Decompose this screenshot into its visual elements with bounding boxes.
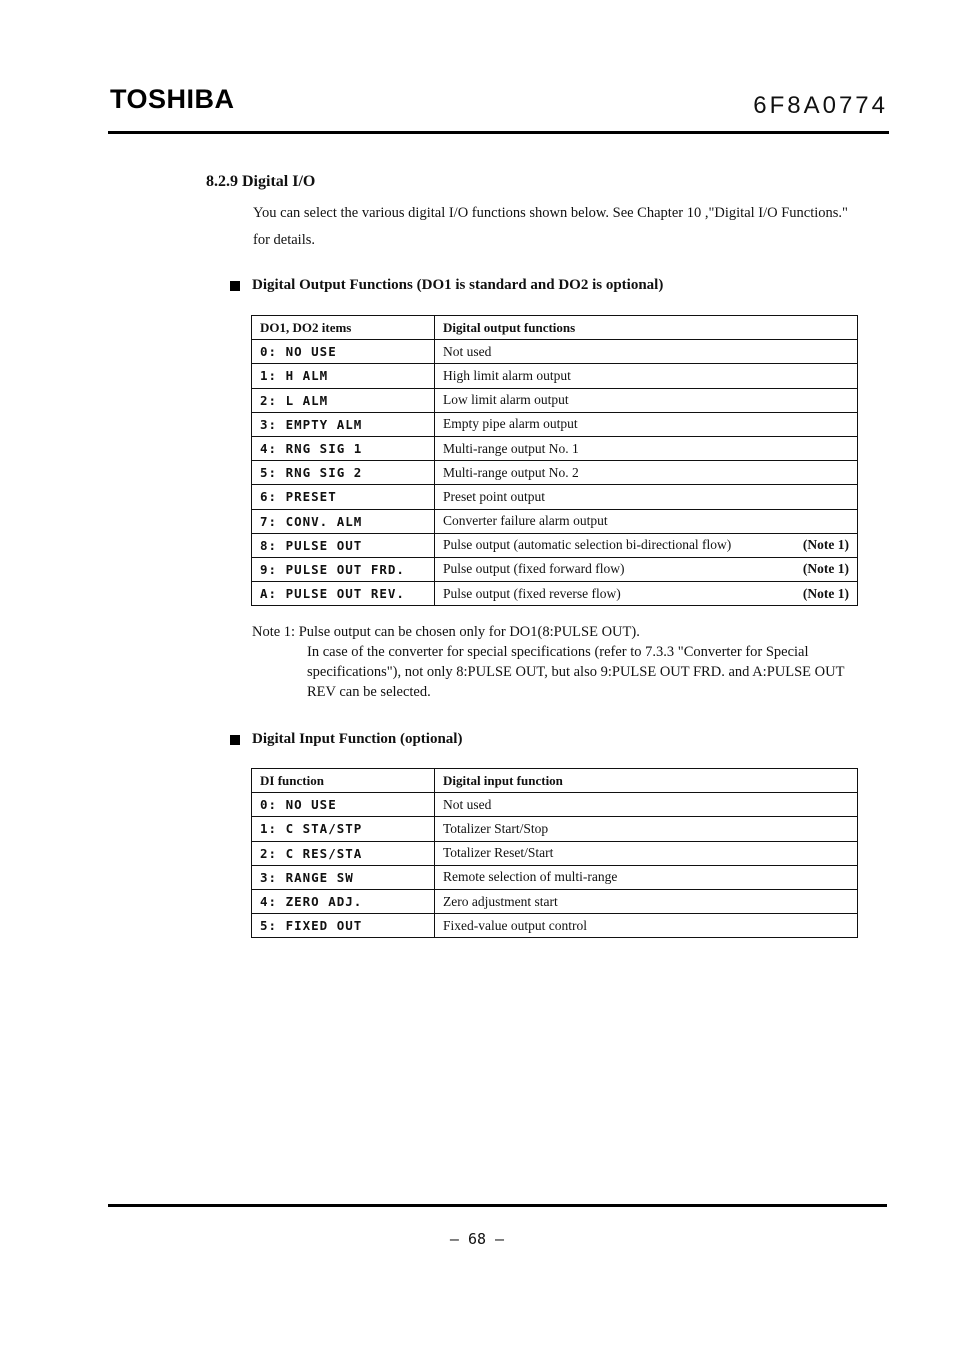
document-code: 6F8A0774: [753, 92, 888, 119]
do-heading-text: Digital Output Functions (DO1 is standard and DO2 is optional): [252, 277, 664, 293]
table-row: [252, 412, 858, 436]
item-function: Fixed-value output control: [443, 917, 587, 933]
table-header-row: [252, 769, 858, 793]
company-logo: TOSHIBA: [110, 84, 235, 114]
item-code: 1: H ALM: [252, 364, 435, 388]
table-row: [252, 461, 858, 485]
item-code: 8: PULSE OUT: [252, 533, 435, 557]
item-code: 1: C STA/STP: [252, 817, 435, 841]
table-row: [252, 436, 858, 460]
digital-input-table: [251, 768, 858, 938]
item-function: Empty pipe alarm output: [443, 416, 578, 432]
item-code: 2: L ALM: [252, 388, 435, 412]
item-function-cell: [435, 793, 858, 817]
item-function: Pulse output (fixed forward flow): [443, 561, 625, 577]
note-line: Note 1: Pulse output can be chosen only for DO1(8:PULSE OUT).: [252, 624, 640, 640]
item-function: Remote selection of multi-range: [443, 869, 618, 885]
note-detail: In case of the converter for special specifications (refer to 7.3.3 "Converter for Special specifications"), not only 8:PULSE OUT, but also 9:PULSE OUT FRD. and A:PULSE OUT REV can be selected.: [307, 644, 845, 700]
do-heading: [230, 277, 663, 294]
bullet-square-icon: [230, 735, 240, 745]
table-row: [252, 841, 858, 865]
note-reference: (Note 1): [802, 537, 849, 553]
item-function-cell: [435, 388, 858, 412]
item-code: 6: PRESET: [252, 485, 435, 509]
item-function-cell: [435, 412, 858, 436]
item-code: 9: PULSE OUT FRD.: [252, 557, 435, 581]
note-reference: (Note 1): [802, 585, 849, 601]
item-function-cell: [435, 485, 858, 509]
table-row: [252, 582, 858, 606]
item-code: 3: EMPTY ALM: [252, 412, 435, 436]
di-heading: [230, 731, 462, 748]
item-code: 3: RANGE SW: [252, 865, 435, 889]
item-function: Multi-range output No. 2: [443, 464, 579, 480]
item-function-cell: [435, 509, 858, 533]
table-row: [252, 364, 858, 388]
item-function-cell: [435, 889, 858, 913]
item-function-cell: [435, 865, 858, 889]
item-function-cell: [435, 533, 858, 557]
item-code: 7: CONV. ALM: [252, 509, 435, 533]
note-reference: (Note 1): [802, 561, 849, 577]
item-function-cell: [435, 436, 858, 460]
item-function: Zero adjustment start: [443, 893, 558, 909]
table-row: [252, 340, 858, 364]
item-code: 0: NO USE: [252, 793, 435, 817]
item-function: Preset point output: [443, 488, 545, 504]
item-function: Not used: [443, 796, 492, 812]
item-code: 0: NO USE: [252, 340, 435, 364]
bullet-square-icon: [230, 281, 240, 291]
item-code: 4: RNG SIG 1: [252, 436, 435, 460]
item-function: Multi-range output No. 1: [443, 440, 579, 456]
item-function-cell: [435, 841, 858, 865]
item-function: Not used: [443, 343, 492, 359]
intro-paragraph: You can select the various digital I/O functions shown below. See Chapter 10 ,"Digital I/O Functions." for details.: [253, 205, 848, 248]
page-number: — 68 —: [449, 1230, 505, 1248]
item-function: Low limit alarm output: [443, 392, 569, 408]
item-code: 5: FIXED OUT: [252, 914, 435, 938]
table-row: [252, 485, 858, 509]
digital-output-table: [251, 315, 858, 606]
table-row: [252, 557, 858, 581]
item-function: Pulse output (fixed reverse flow): [443, 585, 621, 601]
footer-rule: [108, 1204, 887, 1207]
column-header: Digital input function: [435, 769, 858, 793]
table-row: [252, 509, 858, 533]
column-header: DO1, DO2 items: [252, 316, 435, 340]
item-function-cell: [435, 364, 858, 388]
item-code: A: PULSE OUT REV.: [252, 582, 435, 606]
item-function-cell: [435, 582, 858, 606]
item-code: 2: C RES/STA: [252, 841, 435, 865]
item-code: 4: ZERO ADJ.: [252, 889, 435, 913]
item-code: 5: RNG SIG 2: [252, 461, 435, 485]
table-row: [252, 817, 858, 841]
section-title: 8.2.9 Digital I/O: [206, 173, 316, 190]
table-row: [252, 889, 858, 913]
note-block: [252, 622, 862, 702]
item-function: Pulse output (automatic selection bi-directional flow): [443, 537, 732, 553]
item-function-cell: [435, 461, 858, 485]
item-function: Totalizer Start/Stop: [443, 820, 549, 836]
item-function: High limit alarm output: [443, 367, 571, 383]
item-function-cell: [435, 817, 858, 841]
table-row: [252, 793, 858, 817]
table-row: [252, 865, 858, 889]
item-function-cell: [435, 557, 858, 581]
header-rule: [108, 131, 889, 134]
di-heading-text: Digital Input Function (optional): [252, 731, 463, 747]
column-header: Digital output functions: [435, 316, 858, 340]
column-header: DI function: [252, 769, 435, 793]
table-header-row: [252, 316, 858, 340]
table-row: [252, 914, 858, 938]
item-function: Totalizer Reset/Start: [443, 845, 554, 861]
item-function: Converter failure alarm output: [443, 513, 608, 529]
item-function-cell: [435, 914, 858, 938]
table-row: [252, 388, 858, 412]
item-function-cell: [435, 340, 858, 364]
table-row: [252, 533, 858, 557]
